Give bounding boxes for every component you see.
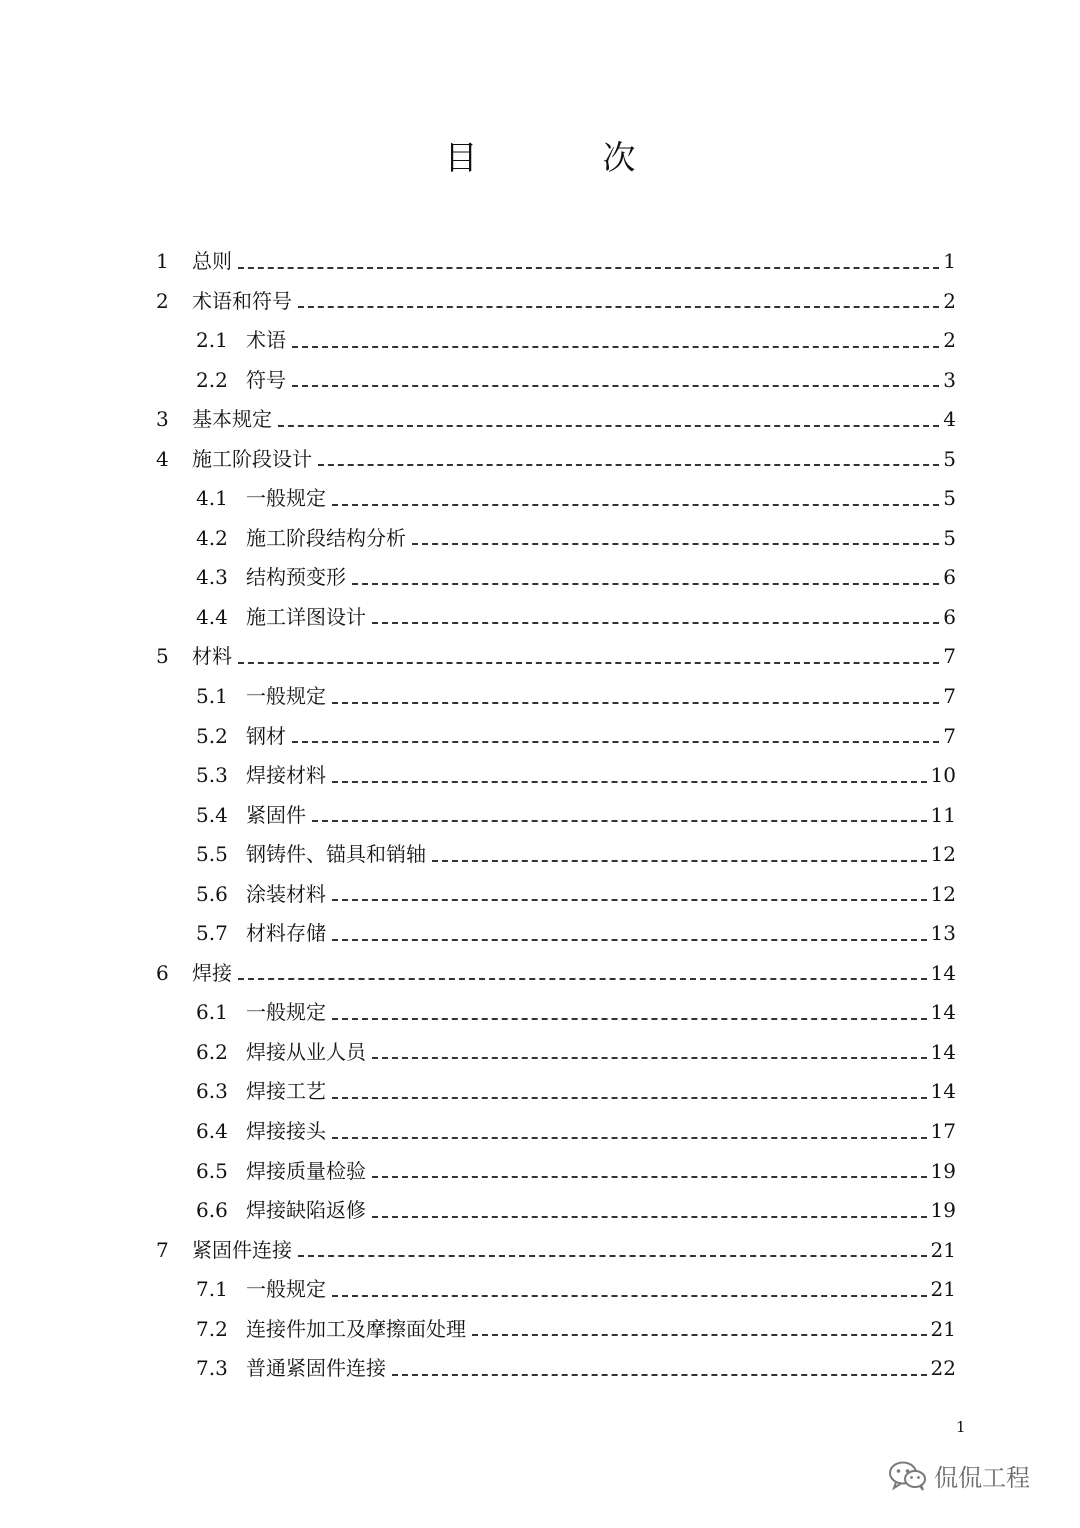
toc-chapter-entry: [156, 440, 956, 480]
toc-dot-leader: [352, 583, 939, 585]
toc-page-number: 12: [930, 881, 956, 906]
toc-label: 一般规定: [246, 1000, 326, 1025]
toc-number: 7: [156, 1237, 169, 1262]
toc-page-number: 21: [930, 1237, 956, 1262]
toc-page-number: 17: [930, 1119, 956, 1144]
toc-dot-leader: [392, 1374, 927, 1376]
wechat-icon: [888, 1460, 928, 1492]
toc-label: 结构预变形: [246, 565, 346, 590]
toc-page-number: 13: [930, 921, 956, 946]
toc-dot-leader: [332, 939, 927, 941]
toc-dot-leader: [372, 1216, 927, 1218]
toc-dot-leader: [292, 385, 939, 387]
toc-label: 焊接缺陷返修: [246, 1198, 366, 1223]
toc-number: 4.3: [196, 565, 228, 590]
toc-section-entry: [156, 1310, 956, 1350]
toc-section-entry: [156, 1072, 956, 1112]
toc-dot-leader: [412, 543, 939, 545]
toc-label: 普通紧固件连接: [246, 1356, 386, 1381]
toc-page-number: 7: [943, 684, 956, 709]
toc-label: 焊接工艺: [246, 1079, 326, 1104]
toc-number: 2.2: [196, 367, 228, 392]
toc-number: 4: [156, 446, 169, 471]
toc-page-number: 5: [943, 486, 956, 511]
toc-chapter-entry: [156, 637, 956, 677]
toc-label: 涂装材料: [246, 881, 326, 906]
toc-page-number: 14: [930, 1000, 956, 1025]
toc-dot-leader: [332, 702, 939, 704]
toc-label: 材料存储: [246, 921, 326, 946]
toc-label: 一般规定: [246, 684, 326, 709]
toc-number: 6.1: [196, 1000, 228, 1025]
toc-page-number: 14: [930, 1079, 956, 1104]
toc-dot-leader: [332, 1295, 927, 1297]
toc-section-entry: [156, 1112, 956, 1152]
toc-page-number: 6: [943, 604, 956, 629]
toc-dot-leader: [432, 860, 927, 862]
toc-number: 6.4: [196, 1119, 228, 1144]
toc-number: 5.6: [196, 881, 228, 906]
toc-section-entry: [156, 717, 956, 757]
toc-number: 7.2: [196, 1316, 228, 1341]
toc-dot-leader: [332, 1018, 927, 1020]
toc-dot-leader: [312, 820, 927, 822]
toc-label: 紧固件: [246, 802, 306, 827]
toc-chapter-entry: [156, 954, 956, 994]
toc-dot-leader: [332, 899, 927, 901]
footer-page-number: 1: [956, 1418, 966, 1436]
toc-number: 2.1: [196, 328, 228, 353]
toc-section-entry: [156, 1349, 956, 1389]
toc-number: 5.7: [196, 921, 228, 946]
toc-chapter-entry: [156, 242, 956, 282]
toc-dot-leader: [332, 1097, 927, 1099]
toc-page-number: 1: [943, 249, 956, 273]
toc-section-entry: [156, 835, 956, 875]
toc-dot-leader: [332, 504, 939, 506]
toc-label: 连接件加工及摩擦面处理: [246, 1316, 466, 1341]
toc-label: 钢材: [246, 723, 286, 748]
toc-number: 5.5: [196, 842, 228, 867]
toc-page-number: 3: [943, 367, 956, 392]
toc-label: 紧固件连接: [192, 1237, 292, 1262]
toc-number: 6.2: [196, 1039, 228, 1064]
toc-dot-leader: [238, 978, 927, 980]
toc-section-entry: [156, 914, 956, 954]
toc-section-entry: [156, 796, 956, 836]
watermark-text: 侃侃工程: [934, 1464, 1030, 1492]
toc-page-number: 14: [930, 1039, 956, 1064]
toc-page-number: 7: [943, 723, 956, 748]
toc-page-number: 6: [943, 565, 956, 590]
toc-label: 钢铸件、锚具和销轴: [246, 842, 426, 867]
toc-dot-leader: [278, 425, 939, 427]
toc-number: 5.1: [196, 684, 228, 709]
toc-section-entry: [156, 677, 956, 717]
toc-page-number: 7: [943, 644, 956, 669]
toc-dot-leader: [298, 1255, 927, 1257]
toc-label: 总则: [192, 249, 232, 273]
toc-label: 施工阶段设计: [192, 446, 312, 471]
toc-page-number: 5: [943, 446, 956, 471]
toc-label: 符号: [246, 367, 286, 392]
toc-page-number: 4: [943, 407, 956, 432]
toc-label: 术语和符号: [192, 288, 292, 313]
watermark: [888, 1458, 1030, 1493]
toc-chapter-entry: [156, 282, 956, 322]
toc-section-entry: [156, 1152, 956, 1192]
toc-number: 3: [156, 407, 169, 432]
page-title: 目 次: [444, 138, 682, 177]
toc-number: 7.3: [196, 1356, 228, 1381]
toc-dot-leader: [472, 1334, 927, 1336]
toc-dot-leader: [372, 622, 939, 624]
toc-label: 焊接质量检验: [246, 1158, 366, 1183]
toc-section-entry: [156, 361, 956, 401]
toc-number: 5.2: [196, 723, 228, 748]
toc-dot-leader: [292, 741, 939, 743]
toc-page-number: 21: [930, 1277, 956, 1302]
toc-page-number: 5: [943, 525, 956, 550]
toc-label: 焊接从业人员: [246, 1039, 366, 1064]
toc-label: 材料: [192, 644, 232, 669]
toc-section-entry: [156, 519, 956, 559]
toc-dot-leader: [298, 306, 939, 308]
toc-label: 焊接: [192, 960, 232, 985]
toc-page-number: 14: [930, 960, 956, 985]
toc-number: 4.2: [196, 525, 228, 550]
table-of-contents: [156, 242, 956, 1389]
toc-number: 7.1: [196, 1277, 228, 1302]
toc-label: 一般规定: [246, 1277, 326, 1302]
toc-section-entry: [156, 321, 956, 361]
toc-section-entry: [156, 1270, 956, 1310]
toc-dot-leader: [318, 464, 939, 466]
toc-dot-leader: [238, 267, 939, 269]
toc-label: 术语: [246, 328, 286, 353]
toc-dot-leader: [332, 1137, 927, 1139]
toc-page-number: 10: [930, 763, 956, 788]
toc-page-number: 2: [943, 328, 956, 353]
toc-dot-leader: [238, 662, 939, 664]
toc-section-entry: [156, 875, 956, 915]
toc-section-entry: [156, 558, 956, 598]
toc-dot-leader: [332, 781, 927, 783]
toc-dot-leader: [292, 346, 939, 348]
toc-number: 1: [156, 249, 169, 273]
toc-section-entry: [156, 993, 956, 1033]
toc-number: 6.3: [196, 1079, 228, 1104]
toc-number: 6.6: [196, 1198, 228, 1223]
toc-section-entry: [156, 1033, 956, 1073]
toc-label: 施工阶段结构分析: [246, 525, 406, 550]
toc-number: 4.4: [196, 604, 228, 629]
toc-number: 2: [156, 288, 169, 313]
toc-label: 焊接接头: [246, 1119, 326, 1144]
toc-number: 5: [156, 644, 169, 669]
toc-label: 焊接材料: [246, 763, 326, 788]
toc-label: 基本规定: [192, 407, 272, 432]
toc-number: 5.4: [196, 802, 228, 827]
toc-page-number: 11: [930, 802, 956, 827]
toc-number: 5.3: [196, 763, 228, 788]
toc-page-number: 12: [930, 842, 956, 867]
toc-page-number: 22: [930, 1356, 956, 1381]
toc-chapter-entry: [156, 400, 956, 440]
toc-number: 6.5: [196, 1158, 228, 1183]
toc-dot-leader: [372, 1057, 927, 1059]
toc-number: 6: [156, 960, 169, 985]
toc-dot-leader: [372, 1176, 927, 1178]
toc-label: 施工详图设计: [246, 604, 366, 629]
toc-section-entry: [156, 598, 956, 638]
toc-number: 4.1: [196, 486, 228, 511]
toc-page-number: 19: [930, 1158, 956, 1183]
toc-chapter-entry: [156, 1231, 956, 1271]
toc-label: 一般规定: [246, 486, 326, 511]
toc-page-number: 21: [930, 1316, 956, 1341]
toc-page-number: 2: [943, 288, 956, 313]
toc-section-entry: [156, 756, 956, 796]
toc-section-entry: [156, 479, 956, 519]
toc-page-number: 19: [930, 1198, 956, 1223]
toc-section-entry: [156, 1191, 956, 1231]
